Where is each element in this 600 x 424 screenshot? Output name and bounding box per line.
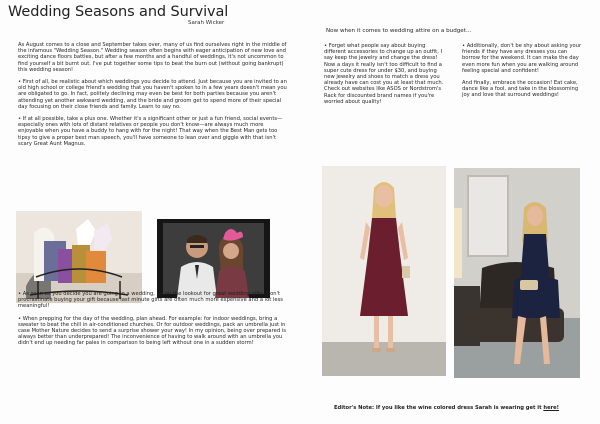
closing-paragraph: And finally, embrace the occasion! Eat cake, dance like a fool, and take in the blossoming joy and love that surround weddings!: [462, 80, 579, 99]
wine-dress-photo: [322, 166, 446, 376]
tip-paragraph-3: • As soon as you decide you are going to a wedding, be on the lookout for great wedding gifts. Don't procrastinate buying your gift because last minute gifts are often much more expensive and a lot less meaningful!: [18, 291, 283, 310]
editors-note-text: Editor's Note: If you like the wine colored dress Sarah is wearing get it: [334, 405, 544, 411]
article-title: Wedding Seasons and Survival: [8, 4, 229, 20]
dress-link[interactable]: here!: [543, 405, 560, 411]
budget-paragraph-2: • Additionally, don't be shy about asking your friends if they have any dresses you can borrow for the weekend. It can make the day even more fun when you are walking around feeling special and confident!: [462, 43, 582, 74]
tip-paragraph-2: • If at all possible, take a plus one. Whether it's a significant other or just a fun friend, social events—especially ones with lots of distant relatives or people you don't know—are always much more enjoyable when you have a buddy to hang with for the night! That way when the Best Man gets too tipsy to give a proper best man speech, you'll have someone to lean over and giggle with that isn't scary Great Aunt Magnus.: [18, 116, 283, 147]
tip-paragraph-1: • First of all, be realistic about which weddings you decide to attend. Just because you are invited to an old high school or college friend's wedding that you haven't spoken to in a few years doesn't mean you are obligated to go. In fact, politely declining may even be best for both parties because you aren't attending yet another awkward wedding, and the bride and groom get to spend more of their special day focusing on their close friends and family. Learn to say no.: [18, 79, 287, 110]
budget-paragraph-1: • Forget what people say about buying different accessories to change up an outfit, I say keep the jewelry and change the dress! Now a days it really isn't too difficult to find a super cute dress for under $30, and buying new jewelry and shoes to match a dress you already have can cost you at least that much. Check out websites like ASOS or Nordstrom's Rack for discounted brand names if you're worried about quality!: [324, 43, 444, 105]
editors-note: [334, 405, 559, 411]
budget-heading: Now when it comes to wedding attire on a budget...: [326, 28, 472, 34]
left-column-bottom: [18, 291, 288, 347]
budget-column-b: [462, 43, 586, 99]
budget-column-a: [324, 43, 448, 105]
intro-paragraph: As August comes to a close and September takes over, many of us find ourselves right in the middle of the infamous "Wedding Season." Wedding season often begins with eager anticipation of new love and exciting dance floors battles, but after a few months and a handful of weddings, it's not uncommon to find yourself a bit burnt out. I've put together some tips to beat the burn out (without going bankrupt) this wedding season!: [18, 42, 287, 73]
couple-photobooth-photo: [157, 219, 270, 298]
left-column-top: [18, 42, 288, 147]
tip-paragraph-4: • When prepping for the day of the wedding, plan ahead. For example: for indoor weddings, bring a sweater to beat the chill in air-conditioned churches. Or for outdoor weddings, pack an umbrella just in case Mother Nature decides to send a surprise shower your way! In my opinion, being over prepared is always better than underprepared! The inconvenience of having to walk around with an umbrella you didn't end up needing far pales in comparison to being left without one in a sudden storm!: [18, 315, 286, 347]
gift-bags-photo: [16, 211, 142, 303]
navy-dress-photo: [454, 168, 580, 378]
article-author: Sarah Wicker: [188, 20, 225, 26]
